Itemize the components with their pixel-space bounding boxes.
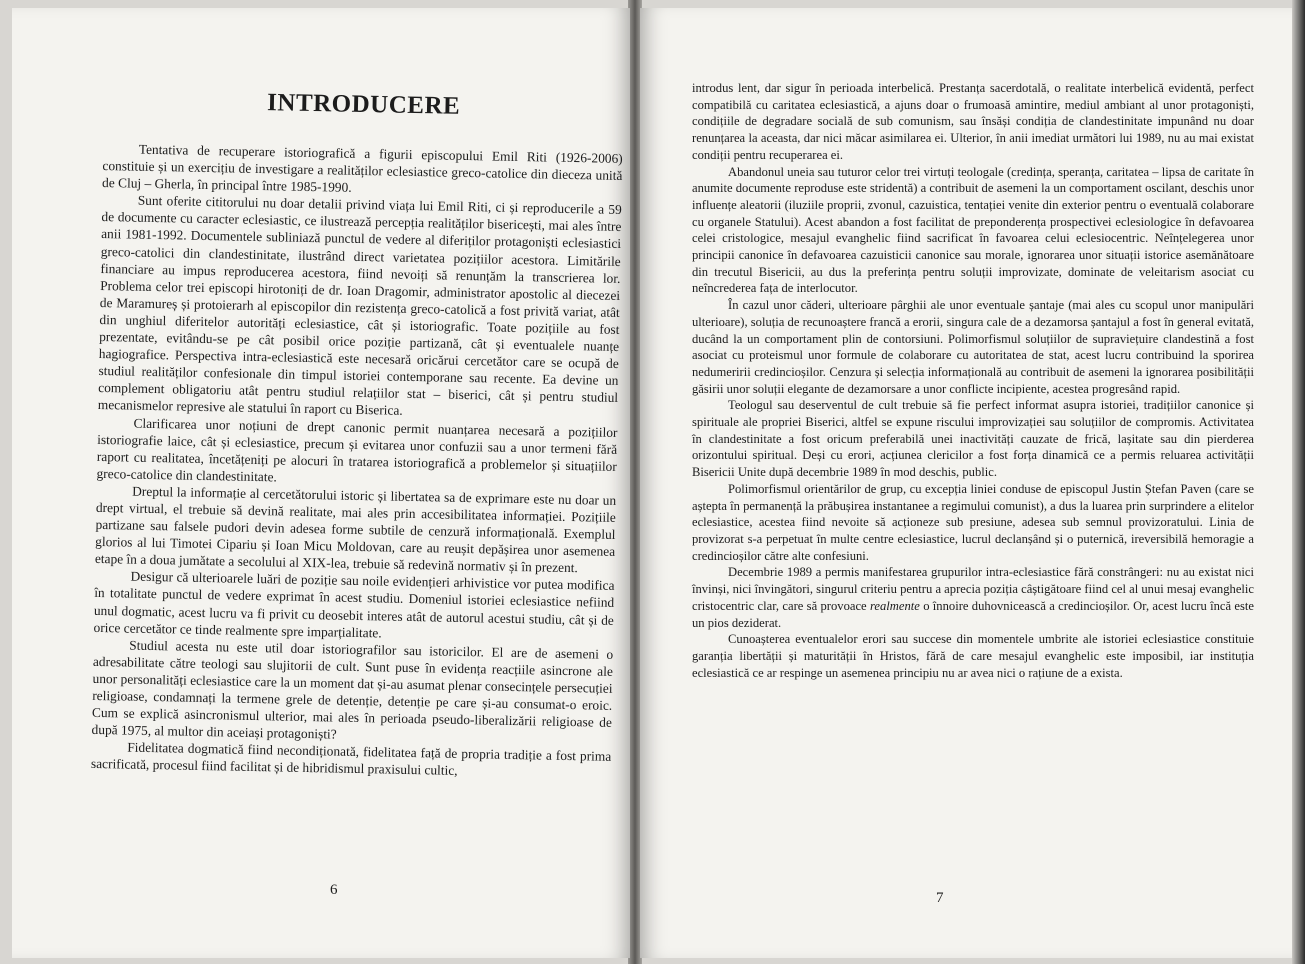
paragraph-text: Decembrie 1989 a permis manifestarea grupurilor intra-eclesiastice fără constrângeri: nu au existat nici învinși, nici învingători, singurul criteriu pentru a aprecia poziția câștigătoare fiind cel al unui mesaj evanghelic cristocentric clar, care să provoace (692, 565, 1254, 613)
paragraph: introdus lent, dar sigur în perioada interbelică. Prestanța sacerdotală, o realitate interbelică evidentă, perfect compatibilă cu caritatea eclesiastică, a ajuns doar o frumoasă amintire, mediul ambiant al unor protagoniști, condițiile de degradare socială de sub comunism, sau însăși condiția de clandestinitate impunând nu doar renunțarea la aceasta, dar nici măcar asimilarea ei. Ulterior, în anii imediat următori lui 1989, nu au mai existat condiții pentru recuperarea ei. (692, 81, 1254, 162)
paragraph: În cazul unor căderi, ulterioare pârghii ale unor eventuale șantaje (mai ales cu scopul unor manipulări ulterioare), soluția de recunoaștere francă a erorii, singura cale de a dezamorsa șantajul a fost în general evitată, ducând la un comportament plin de contorsiuni. Polimorfismul soluțiilor de supraviețuire clandestină a fost asociat cu proteismul unor formule de colaborare cu autoritatea de stat, acest lucru contribuind la sporirea nedumeririi credincioșilor. Cenzura și selecția informațională au contribuit de asemeni la ignorarea posibilității găsirii unor soluții elegante de dezamorsare a unor conflicte incipiente, acestea progresând rapid. (692, 298, 1254, 396)
right-text-column (692, 80, 1254, 681)
paragraph (692, 564, 1254, 631)
paragraph: Desigur că ulterioarele luări de poziție sau noile evidențieri arhivistice vor putea modifica în totalitate punctul de vedere exprimat în acest studiu. Domeniul istoriei eclesiastice nefiind unul dogmatic, acest lucru va fi privit cu deosebit interes atât de autorul acestui studiu, cât și de orice cercetător ce tinde realmente spre imparțialitate. (93, 568, 615, 641)
paragraph: Sunt oferite cititorului nu doar detalii privind viața lui Emil Riti, ci și reproducerile a 59 de documente cu caracter eclesiastic, ce ilustrează percepția realităților bisericești, mai ales între anii 1981-1992. Documentele subliniază punctul de vedere al diferiților protagoniști eclesiastici greco-catolici din clandestinitate, ilustrând direct varietatea pozițiilor acestora. Limitările financiare au impus reproducerea acestora, fiind nevoiți să renunțăm la transcrierea lor. Problema celor trei episcopi hirotoniți de dr. Ioan Dragomir, administrator apostolic al diecezei de Maramureș și protoierarh al episcopilor din rezistența greco-catolică a fost privită variat, atât din unghiul diferitelor autorități eclesiastice, cât și istoriografic. Toate pozițiile au fost prezentate, evitându-se pe cât posibil orice poziție partizană, cât și eventualele nuanțe hagiografice. Perspectiva intra-eclesiastică este necesară oricărui cercetător care se ocupă de studiul realităților confesionale din timpul istoriei contemporane sau recente. Ea devine un complement obligatoriu atât pentru studiul relațiilor stat – biserici, cât și pentru studiul mecanismelor represive ale statului în raport cu Biserica. (97, 192, 622, 419)
paragraph: Dreptul la informație al cercetătorului istoric și libertatea sa de exprimare este nu doar un drept virtual, el trebuie să devină realitate, mai ales prin accesibilitatea informației. Pozițiile partizane sau falsele pudori devin adesea forme subtile de cenzură informațională. Exemplul glorios al lui Timotei Cipariu și Ioan Micu Moldovan, care au reușit depășirea unor asemenea etape în a doua jumătate a secolului al XIX-lea, trebuie să redevină normativ și în prezent. (94, 483, 617, 576)
chapter-title: INTRODUCERE (266, 89, 461, 120)
page-number-left: 6 (330, 882, 338, 898)
paragraph: Tentativa de recuperare istoriografică a figurii episcopului Emil Riti (1926-2006) constituie și un exercițiu de investigare a realităților eclesiastice greco-catolice din dieceza unită de Cluj – Gherla, în principal între 1985-1990. (101, 141, 623, 195)
page-edge (1292, 0, 1305, 964)
left-text-column (91, 86, 624, 782)
paragraph-text: o înnoire duhovnicească a credincioșilor. Or, acest lucru încă este un pios deziderat. (692, 598, 1254, 630)
paragraph: Polimorfismul orientărilor de grup, cu excepția liniei conduse de episcopul Justin Ștefan Paven (care se aștepta în permanență la prăbușirea instantanee a regimului comunist), a dus la luarea prin surprindere a elitelor eclesiastice, acestea fiind nevoite să acționeze sub presiune, adesea sub semnul provizoratului. Linia de provizorat s-a perpetuat în multe centre eclesiastice, lucrul declanșând și o puternică, ireversibilă hemoragie a credincioșilor către alte confesiuni. (692, 481, 1254, 563)
paragraph: Clarificarea unor noțiuni de drept canonic permit nuanțarea necesară a pozițiilor istoriografie laice, cât și eclesiastice, precum și evitarea unor confuzii sau a unor termeni fără raport cu realitatea, încetățeniți pe alocuri în tratarea istoriografică a problemelor și situațiilor greco-catolice din clandestinitate. (96, 415, 618, 485)
paragraph: Teologul sau deserventul de cult trebuie să fie perfect informat asupra istoriei, tradițiilor canonice și spirituale ale propriei Biserici, altfel se expune riscului improvizației sau soluțiilor de compromis. Activitatea în clandestinitate a fost oricum preferabilă unei inactivități cauzate de frică, lașitate sau din pierderea orizontului spiritual. Deși cu erori, acțiunea clericilor a fost forța dinamică ce a permis reluarea activității Bisericii Unite după decembrie 1989 în mod deschis, public. (692, 398, 1254, 480)
paragraph: Abandonul uneia sau tuturor celor trei virtuți teologale (credința, speranța, caritatea – lipsa de caritate în anumite documente reproduse este stridentă) a contribuit de asemeni la un comportament oscilant, deschis unor influențe aleatorii (iluziile proprii, zvonul, cazuistica, tentației venite din exterior pentru o eventuală colaborare cu organele Statului). Acest abandon a fost facilitat de preponderența prospectivei eclesiologice în defavoarea celei cristologice, mesajul evanghelic fiind sacrificat în favoarea celui eclesiocentric. Neînțelegerea unor principii canonice în defavoarea cazuisticii canonice sau morale, ignorarea unor situații istorice asemănătoare din trecutul Bisericii, au dus la preferința pentru soluții improvizate, dominate de veleitarism asociat cu neîncrederea fața de interlocutor. (692, 164, 1254, 296)
emphasis-text: realmente (869, 598, 920, 613)
right-page (640, 8, 1292, 958)
paragraph: Studiul acesta nu este util doar istoriografilor sau istoricilor. El are de asemeni o adresabilitate către teologi sau slujitorii de cult. Sunt puse în evidența reacțiile asincrone ale unor personalități eclesiastice care la un moment dat și-au asumat plenar consecințele persecuției religioase, condamnați la termene grele de detenție, detenție pe care și-au consumat-o eroic. Cum se explică asincronismul ulterior, mai ales în perioada pseudo-liberalizării religioase de după 1975, al multor din aceiași protagoniști? (91, 637, 614, 742)
page-number-right: 7 (936, 890, 944, 906)
paragraph: Fidelitatea dogmatică fiind necondiționată, fidelitatea față de propria tradiție a fost prima sacrificată, procesul fiind facilitat și de hibridismul praxisului cultic, (90, 739, 612, 779)
paragraph: Cunoașterea eventualelor erori sau succese din momentele umbrite ale istoriei eclesiastice constituie garanția libertății și maturității în Hristos, fără de care mesajul evanghelic este imposibil, iar instituția eclesiastică ce ar respinge un asemenea principiu nu ar avea nici o rațiune de a exista. (692, 632, 1254, 680)
left-page (12, 8, 630, 958)
